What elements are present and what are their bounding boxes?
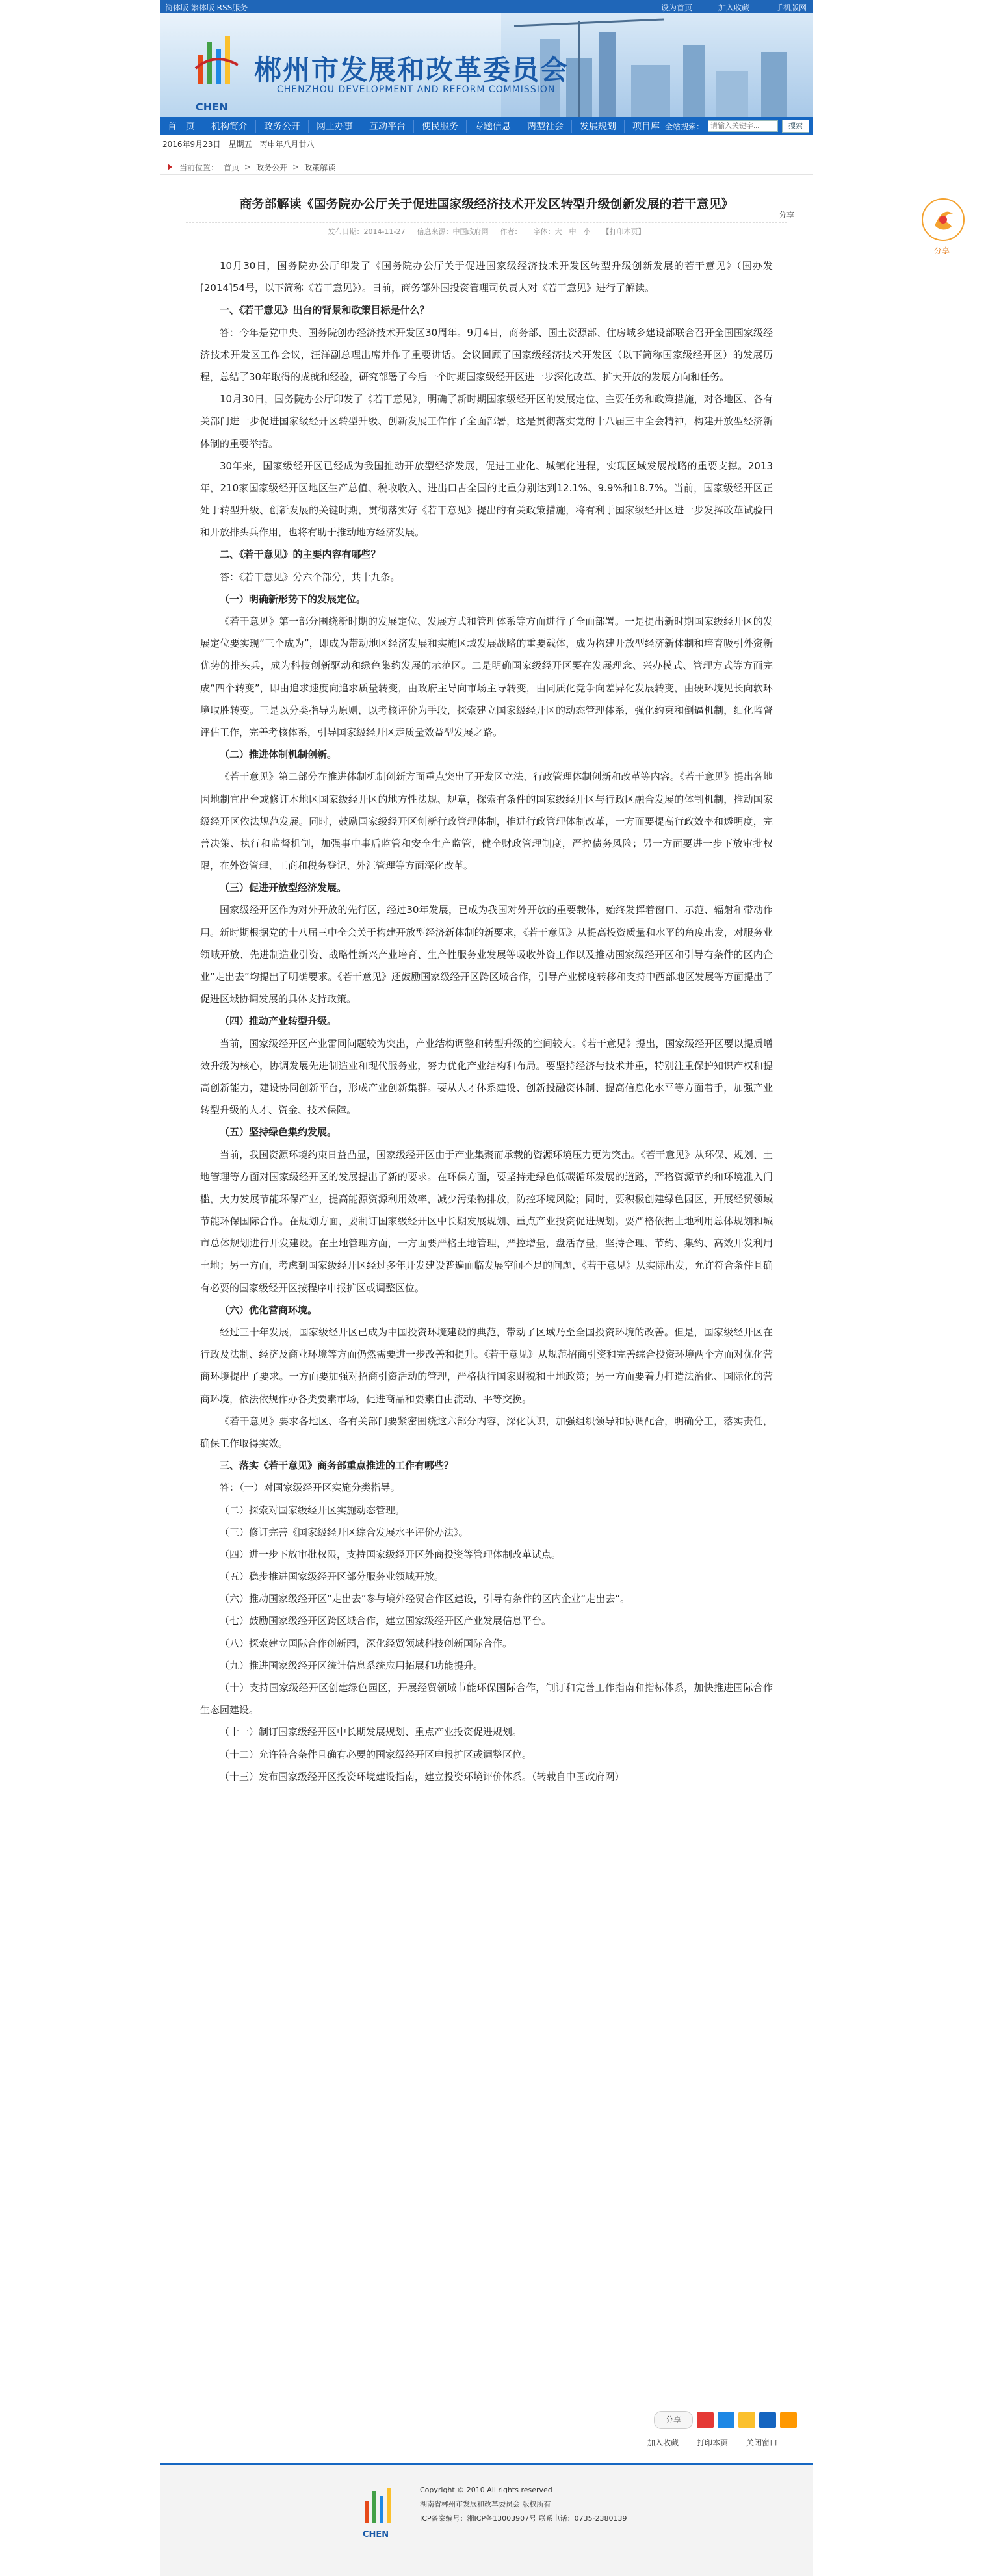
top-bar-left[interactable]: 简体版 繁体版 RSS服务 [165,3,248,12]
date-bar [160,135,813,152]
article-paragraph: （十一）制订国家级经开区中长期发展规划、重点产业投资促进规划。 [220,1726,523,1738]
share-pill-button[interactable]: 分享 [654,2411,693,2429]
breadcrumb-home[interactable]: 首页 [224,162,240,172]
tool-links [647,2437,777,2448]
article-heading: （二）推进体制机制创新。 [220,749,337,761]
article-paragraph: （二）探索对国家级经开区实施动态管理。 [220,1504,406,1516]
floating-share-label: 分享 [933,246,950,255]
search-input[interactable] [708,120,778,132]
article-heading: 三、落实《若干意见》商务部重点推进的工作有哪些？ [220,1460,454,1472]
floating-share-widget[interactable] [922,198,962,259]
breadcrumb-prefix: 当前位置： [179,162,219,172]
print-link[interactable]: 【打印本页】 [602,227,645,236]
nav-item-planning[interactable]: 发展规划 [572,120,625,133]
search-label: 全站搜索： [664,122,704,131]
footer-logo-icon [361,2484,400,2530]
article-paragraph: （四）进一步下放审批权限，支持国家级经开区外商投资等管理体制改革试点。 [220,1548,562,1560]
article-paragraph: 10月30日，国务院办公厅印发了《若干意见》，明确了新时期国家级经开区的发展定位、主要任务和政策措施，对各地区、各有关部门进一步促进国家级经开区转型升级、创新发展工作作了全面部署，这是贯彻落实党的十八届三中全会精神，构建开放型经济新体制的重要举措。 [200,393,773,450]
article-paragraph: （六）推动国家级经开区“走出去”参与境外经贸合作区建设，引导有条件的区内企业“走出去”。 [220,1593,630,1605]
qzone-share-icon[interactable] [738,2412,755,2428]
article-paragraph: 答：《若干意见》分六个部分，共十九条。 [220,571,400,583]
site-title-en: CHENZHOU DEVELOPMENT AND REFORM COMMISSION [277,84,556,95]
add-favorite-link[interactable]: 加入收藏 [718,3,749,12]
site-title: 郴州市发展和改革委员会 [254,54,569,86]
article-paragraph: 答：今年是党中央、国务院创办经济技术开发区30周年。9月4日，商务部、国土资源部、住房城乡建设部联合召开全国国家级经济技术开发区工作会议，汪洋副总理出席并作了重要讲话。会议回顾了国家级经济技术开发区（以下简称国家级经开区）的发展历程，总结了30年取得的成就和经验，研究部署了今后一个时期国家级经开区进一步深化改革、扩大开放的发展方向和任务。 [200,326,773,383]
article-paragraph: （五）稳步推进国家级经开区部分服务业领域开放。 [220,1571,445,1583]
logo-text: CHEN [196,101,228,113]
set-homepage-link[interactable]: 设为首页 [660,3,692,12]
article-paragraph: （十二）允许符合条件且确有必要的国家级经开区申报扩区或调整区位。 [220,1748,532,1760]
article-heading: 一、《若干意见》出台的背景和政策目标是什么？ [220,304,430,316]
article-share-button[interactable]: 分享 [779,211,795,220]
info-source: 信息来源：中国政府网 [417,227,489,236]
share-strip [654,2411,797,2429]
article-paragraph: 《若干意见》第二部分在推进体制机制创新方面重点突出了开发区立法、行政管理体制创新和改革等内容。《若干意见》提出各地因地制宜出台或修订本地区国家级经开区的地方性法规、规章，探索有条件的国家级经开区与行政区融合发展的体制机制，推动国家级经开区依法规范发展。同时，鼓励国家级经开区创新行政管理体制，推进行政管理体制改革，一方面要提高行政效率和透明度，完善决策、执行和监督机制，加强事中事后监管和安全生产监管，健全财政管理制度，严控债务风险；另一方面要进一步下放审批权限，在外资管理、工商和税务登记、外汇管理等方面深化改革。 [200,771,773,872]
article-heading: （四）推动产业转型升级。 [220,1015,337,1027]
nav-item-interaction[interactable]: 互动平台 [361,120,414,133]
icp-line: ICP备案编号：湘ICP备13003907号 联系电话：0735-2380139 [420,2514,627,2523]
header-banner [160,13,813,117]
top-bar [160,0,813,13]
print-page-button[interactable]: 打印本页 [696,2438,728,2447]
search-button[interactable]: 搜索 [782,120,809,133]
article-heading: （五）坚持绿色集约发展。 [220,1126,337,1139]
main-nav [160,117,813,135]
article-paragraph: 30年来，国家级经开区已经成为我国推动开放型经济发展，促进工业化、城镇化进程，实现区域发展战略的重要支撑。2013年，210家国家级经开区地区生产总值、税收收入、进出口占全国的比重分别达到12.1%、9.9%和18.7%。当前，国家级经开区正处于转型升级、创新发展的关键时期，贯彻落实好《若干意见》提出的有关政策措施，将有利于国家级经开区进一步发挥改革试验田和开放排头兵作用，也将有助于推动地方经济发展。 [200,459,773,539]
nav-item-gov-affairs[interactable]: 政务公开 [256,120,309,133]
footer-info [420,2483,627,2526]
top-bar-links [661,2,807,13]
article-paragraph: （七）鼓励国家级经开区跨区域合作，建立国家级经开区产业发展信息平台。 [220,1615,552,1627]
article-heading: （六）优化营商环境。 [220,1304,318,1316]
breadcrumb-gov-affairs[interactable]: 政务公开 [256,162,288,172]
nav-item-projects[interactable]: 项目库 [625,120,668,133]
article-heading: （一）明确新形势下的发展定位。 [220,593,367,605]
article-paragraph: 当前，国家级经开区产业雷同问题较为突出，产业结构调整和转型升级的空间较大。《若干意见》提出，国家级经开区要以提质增效升级为核心，协调发展先进制造业和现代服务业，努力优化产业结构和布局。要坚持经济与技术并重，特别注重保护知识产权和提高创新能力，建设协同创新平台，形成产业创新集群。要从人才体系建设、创新投融资体制、提高信息化水平等方面着手，加强产业转型升级的人才、资金、技术保障。 [200,1037,773,1116]
tencent-share-icon[interactable] [718,2412,734,2428]
article-paragraph: （十）支持国家级经开区创建绿色园区，开展经贸领域节能环保国际合作，制订和完善工作指南和指标体系，加快推进国际合作生态园建设。 [200,1682,773,1716]
close-window-button[interactable]: 关闭窗口 [746,2438,777,2447]
article-heading: （三）促进开放型经济发展。 [220,882,347,894]
breadcrumb-separator: > [244,162,252,172]
renren-share-icon[interactable] [759,2412,776,2428]
share-logo-icon [922,198,965,241]
article-meta [186,222,787,240]
article-heading: 二、《若干意见》的主要内容有哪些？ [220,548,381,561]
search-area [665,120,809,133]
article-paragraph: （八）探索建立国际合作创新园，深化经贸领域科技创新国际合作。 [220,1637,513,1649]
breadcrumb-policy[interactable]: 政策解读 [304,162,336,172]
nav-item-online-service[interactable]: 网上办事 [309,120,361,133]
nav-item-about[interactable]: 机构简介 [203,120,256,133]
breadcrumb-separator: > [292,162,300,172]
article-paragraph: 《若干意见》第一部分围绕新时期的发展定位、发展方式和管理体系等方面进行了全面部署。一是提出新时期国家级经开区的发展定位要实现“三个成为”，即成为带动地区经济发展和实施区域发展战略的重要载体，成为构建开放型经济新体制和培育吸引外资新优势的排头兵，成为科技创新驱动和绿色集约发展的示范区。二是明确国家级经开区要在发展理念、兴办模式、管理方式等方面完成“四个转变”，即由追求速度向追求质量转变，由政府主导向市场主导转变，由同质化竞争向差异化发展转变，由硬环境见长向软环境取胜转变。三是以分类指导为原则，以考核评价为手段，探索建立国家级经开区的动态管理体系，强化约束和倒逼机制，细化监督评估工作，完善考核体系，引导国家级经开区走质量效益型发展之路。 [200,615,773,738]
page-wrapper [160,0,813,1788]
font-size-switch[interactable]: 字体：大 中 小 [533,227,591,236]
owner-line: 湖南省郴州市发展和改革委员会 版权所有 [420,2500,551,2508]
article-paragraph: 10月30日，国务院办公厅印发了《国务院办公厅关于促进国家级经济技术开发区转型升级创新发展的若干意见》（国办发[2014]54号，以下简称《若干意见》）。日前，商务部外国投资管理司负责人对《若干意见》进行了解读。 [200,260,773,294]
article-paragraph: 经过三十年发展，国家级经开区已成为中国投资环境建设的典范，带动了区域乃至全国投资环境的改善。但是，国家级经开区在行政及法制、经济及商业环境等方面仍然需要进一步改善和提升。《若干意见》从规范招商引资和完善综合投资环境两个方面对优化营商环境提出了要求。一方面要加强对招商引资活动的管理，严格执行国家财税和土地政策；另一方面要着力打造法治化、国际化的营商环境，依法依规作办各类要素市场，促进商品和要素自由流动、平等交换。 [200,1326,773,1405]
article-body [200,255,773,1788]
mobile-link[interactable]: 手机版网 [775,3,807,12]
nav-item-home[interactable]: 首 页 [160,120,203,133]
footer-logo-text: CHEN [363,2530,389,2540]
more-share-icon[interactable] [780,2412,797,2428]
publish-date: 发布日期：2014-11-27 [328,227,406,236]
site-footer [160,2463,813,2576]
article-paragraph: 答：（一）对国家级经开区实施分类指导。 [220,1482,400,1494]
author: 作者： [500,227,522,236]
article-tools [446,2411,797,2456]
copyright-line: Copyright © 2010 All rights reserved [420,2486,552,2494]
breadcrumb [160,160,813,175]
nav-item-public-service[interactable]: 便民服务 [414,120,467,133]
article-title: 商务部解读《国务院办公厅关于促进国家级经济技术开发区转型升级创新发展的若干意见》 [239,197,734,211]
article-paragraph: （九）推进国家级经开区统计信息系统应用拓展和功能提升。 [220,1659,484,1671]
breadcrumb-arrow-icon [168,164,172,170]
nav-item-topics[interactable]: 专题信息 [467,120,519,133]
article-paragraph: （三）修订完善《国家级经开区综合发展水平评价办法》。 [220,1526,469,1538]
current-date: 2016年9月23日 星期五 丙申年八月廿八 [162,139,315,149]
article-paragraph: 《若干意见》要求各地区、各有关部门要紧密围绕这六部分内容，深化认识，加强组织领导和协调配合，明确分工，落实责任，确保工作取得实效。 [200,1415,773,1449]
article-paragraph: 当前，我国资源环境约束日益凸显，国家级经开区由于产业集聚而承载的资源环境压力更为突出。《若干意见》从环保、规划、土地管理等方面对国家级经开区的发展提出了新的要求。在环保方面，要坚持走绿色低碳循环发展的道路，严格资源节约和环境准入门槛，大力发展节能环保产业，提高能源资源利用效率，减少污染物排放，防控环境风险；同时，要积极创建绿色园区，开展经贸领域节能环保国际合作。在规划方面，要制订国家级经开区中长期发展规划、重点产业投资促进规划。要严格依据土地利用总体规划和城市总体规划进行开发建设。在土地管理方面，一方面要严格土地管理，严控增量，盘活存量，坚持合理、节约、集约、高效开发利用土地；另一方面，考虑到国家级经开区经过多年开发建设普遍面临发展空间不足的问题，《若干意见》从实际出发，允许符合条件且确有必要的国家级经开区按程序申报扩区或调整区位。 [200,1148,773,1294]
nav-item-two-type-society[interactable]: 两型社会 [519,120,572,133]
article-paragraph: （十三）发布国家级经开区投资环境建设指南，建立投资环境评价体系。（转载自中国政府网） [220,1770,625,1783]
add-favorite-button[interactable]: 加入收藏 [647,2438,679,2447]
weibo-share-icon[interactable] [697,2412,714,2428]
article-paragraph: 国家级经开区作为对外开放的先行区，经过30年发展，已成为我国对外开放的重要载体，始终发挥着窗口、示范、辐射和带动作用。新时期根据党的十八届三中全会关于构建开放型经济新体制的新要求，《若干意见》从提高投资质量和水平的角度出发，对服务业领域开放、先进制造业引资、战略性新兴产业培育、生产性服务业发展等吸收外资工作以及推动国家级经开区和引导有条件的区内企业“走出去”均提出了明确要求。《若干意见》还鼓励国家级经开区跨区域合作，引导产业梯度转移和支持中西部地区发展等方面提出了促进区域协调发展的具体支持政策。 [200,904,773,1005]
site-logo-icon[interactable] [192,29,241,101]
